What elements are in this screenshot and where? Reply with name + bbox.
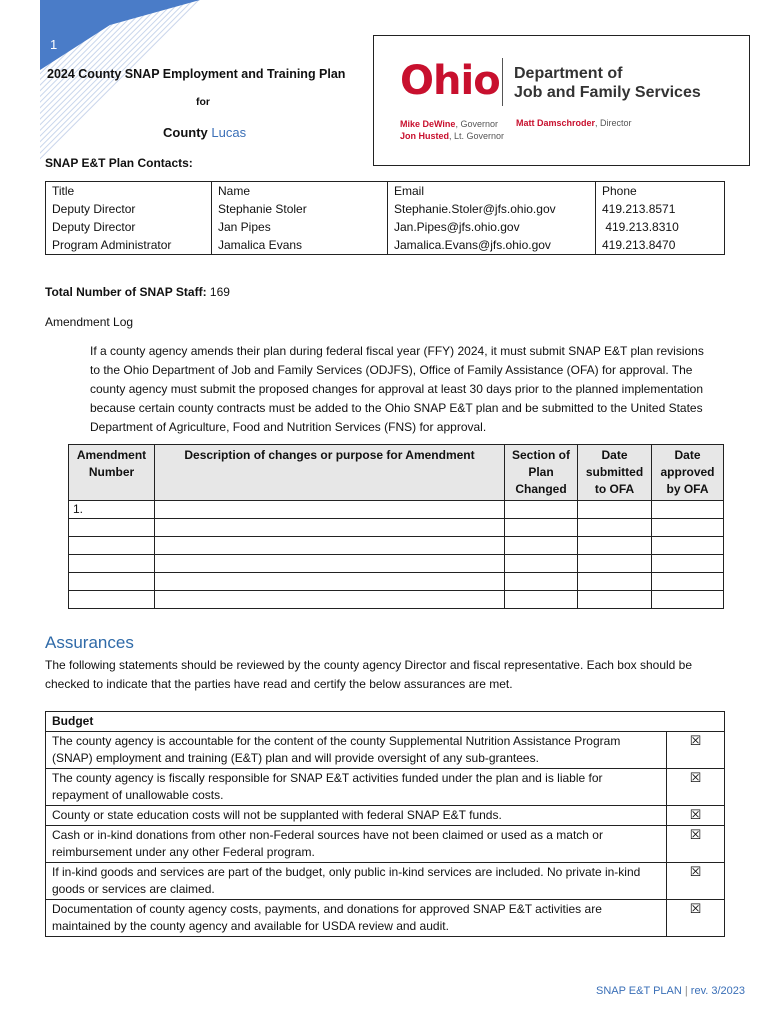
amendment-cell[interactable] [69,555,155,573]
budget-header-row [46,712,725,732]
header-title: Title [52,184,75,198]
department-name [514,64,701,102]
col-section: Section of Plan Changed [505,445,578,501]
contact-name: Jamalica Evans [218,238,303,252]
contacts-table [45,181,725,255]
governor-title: , Governor [455,119,498,129]
director-title: , Director [595,118,632,128]
page-footer [596,985,745,997]
amendment-cell[interactable] [155,555,505,573]
amendment-cell[interactable] [578,555,652,573]
footer-separator: | [684,985,688,997]
county-label: County [163,125,208,140]
contacts-cell [46,182,212,255]
contacts-cell [596,182,725,255]
lt-governor-name: Jon Husted [400,131,450,141]
amendment-cell[interactable] [155,501,505,519]
table-row [46,806,725,826]
governor-name: Mike DeWine [400,119,456,129]
amendment-cell[interactable] [652,519,724,537]
logo-divider [502,58,503,106]
amendment-cell[interactable] [578,573,652,591]
governor-credits [400,118,504,142]
assurance-text: The county agency is fiscally responsible for SNAP E&T activities funded under the plan and is liable for repayment of unallowable costs. [46,769,667,806]
amendment-cell[interactable] [505,555,578,573]
header-name: Name [218,184,251,198]
amendment-paragraph: If a county agency amends their plan during federal fiscal year (FFY) 2024, it must submit SNAP E&T plan revisions to the Ohio Department of Job and Family Services (ODJFS), Office of Family Assistance (OFA) for approval. The county agency must submit the proposed changes for approval at least 30 days prior to the planned implementation because certain county contracts must be added to the Ohio SNAP E&T plan and be submitted to the United States Department of Agriculture, Food and Nutrition Services (FNS) for approval. [90,344,704,434]
amendment-cell[interactable] [652,591,724,609]
header-email: Email [394,184,425,198]
contact-email[interactable]: Stephanie.Stoler@jfs.ohio.gov [394,202,556,216]
col-amendment-number: Amendment Number [69,445,155,501]
contact-phone: 419.213.8310 [602,220,679,234]
amendment-cell[interactable] [505,501,578,519]
amendment-cell[interactable] [505,519,578,537]
assurance-text: The county agency is accountable for the content of the county Supplemental Nutrition Assistance Program (SNAP) employment and training (E&T) plan and will provide oversight of any sub-grantees. [46,732,667,769]
table-row [69,519,724,537]
amendment-table [68,444,724,609]
assurance-checkbox[interactable]: ☒ [667,863,725,900]
assurances-intro: The following statements should be reviewed by the county agency Director and fiscal representative. Each box should be checked to indicate that the parties have read and certify the below assurances are met. [45,658,693,691]
for-label: for [196,96,210,108]
county-name: Lucas [211,125,247,140]
assurance-checkbox[interactable]: ☒ [667,732,725,769]
dept-line-2: Job and Family Services [514,84,701,101]
header-phone: Phone [602,184,637,198]
assurance-text: Documentation of county agency costs, payments, and donations for approved SNAP E&T activities are maintained by the county agency and available for USDA review and audit. [46,900,667,937]
table-row [46,863,725,900]
col-date-submitted: Date submitted to OFA [578,445,652,501]
amendment-cell[interactable] [578,519,652,537]
contact-email[interactable]: Jamalica.Evans@jfs.ohio.gov [394,238,551,252]
amendment-cell[interactable] [652,537,724,555]
amendment-header-row [69,445,724,501]
assurances-heading: Assurances [45,633,134,652]
contacts-cell [388,182,596,255]
amendment-cell[interactable] [652,573,724,591]
col-date-approved: Date approved by OFA [652,445,724,501]
assurance-text: County or state education costs will not be supplanted with federal SNAP E&T funds. [46,806,667,826]
contact-title: Deputy Director [52,202,136,216]
table-row [46,769,725,806]
dept-line-1: Department of [514,65,623,82]
amendment-cell[interactable] [505,591,578,609]
page-number: 1 [50,37,58,52]
amendment-cell[interactable] [69,591,155,609]
table-row [46,732,725,769]
amendment-cell[interactable] [652,555,724,573]
footer-plan: SNAP E&T PLAN [596,985,682,997]
amendment-cell[interactable] [155,591,505,609]
budget-assurance-table [45,711,725,937]
contact-phone: 419.213.8571 [602,202,676,216]
staff-value: 169 [209,285,230,299]
odjfs-logo-box [373,35,750,166]
table-row [46,900,725,937]
amendment-cell[interactable] [155,537,505,555]
table-row [69,537,724,555]
contact-name: Stephanie Stoler [218,202,307,216]
table-row [69,591,724,609]
staff-label: Total Number of SNAP Staff: [45,285,207,299]
director-credit [516,118,632,128]
amendment-cell[interactable] [652,501,724,519]
contacts-cell [212,182,388,255]
assurance-checkbox[interactable]: ☒ [667,826,725,863]
table-row [69,501,724,519]
contact-name: Jan Pipes [218,220,271,234]
amendment-cell[interactable] [578,591,652,609]
amendment-cell[interactable] [69,537,155,555]
amendment-cell[interactable] [155,519,505,537]
table-row [46,826,725,863]
col-description: Description of changes or purpose for Amendment [155,445,505,501]
amendment-cell[interactable]: 1. [69,501,155,519]
contacts-row [46,182,725,255]
plan-title: 2024 County SNAP Employment and Training Plan [47,67,346,81]
assurance-checkbox[interactable]: ☒ [667,900,725,937]
lt-governor-title: , Lt. Governor [449,131,505,141]
amendment-cell[interactable] [578,501,652,519]
amendment-cell[interactable] [505,573,578,591]
contact-email[interactable]: Jan.Pipes@jfs.ohio.gov [394,220,520,234]
contact-title: Program Administrator [52,238,172,252]
amendment-cell[interactable] [69,573,155,591]
amendment-cell[interactable] [155,573,505,591]
contact-phone: 419.213.8470 [602,238,676,252]
budget-label: Budget [46,712,725,732]
amendment-cell[interactable] [505,537,578,555]
staff-total [45,285,230,299]
director-name: Matt Damschroder [516,118,596,128]
assurance-text: If in-kind goods and services are part of the budget, only public in-kind services are included. No private in-kind goods or services are claimed. [46,863,667,900]
assurance-checkbox[interactable]: ☒ [667,769,725,806]
amendment-cell[interactable] [578,537,652,555]
assurance-text: Cash or in-kind donations from other non-Federal sources have not been claimed or used as a match or reimbursement under any other Federal program. [46,826,667,863]
table-row [69,555,724,573]
table-row [69,573,724,591]
contacts-label: SNAP E&T Plan Contacts: [45,156,193,170]
assurance-checkbox[interactable]: ☒ [667,806,725,826]
amendment-cell[interactable] [69,519,155,537]
county-line [163,125,246,140]
contact-title: Deputy Director [52,220,136,234]
ohio-logo: Ohio [400,58,500,104]
footer-revision: rev. 3/2023 [690,985,746,997]
amendment-log-label: Amendment Log [45,315,134,329]
